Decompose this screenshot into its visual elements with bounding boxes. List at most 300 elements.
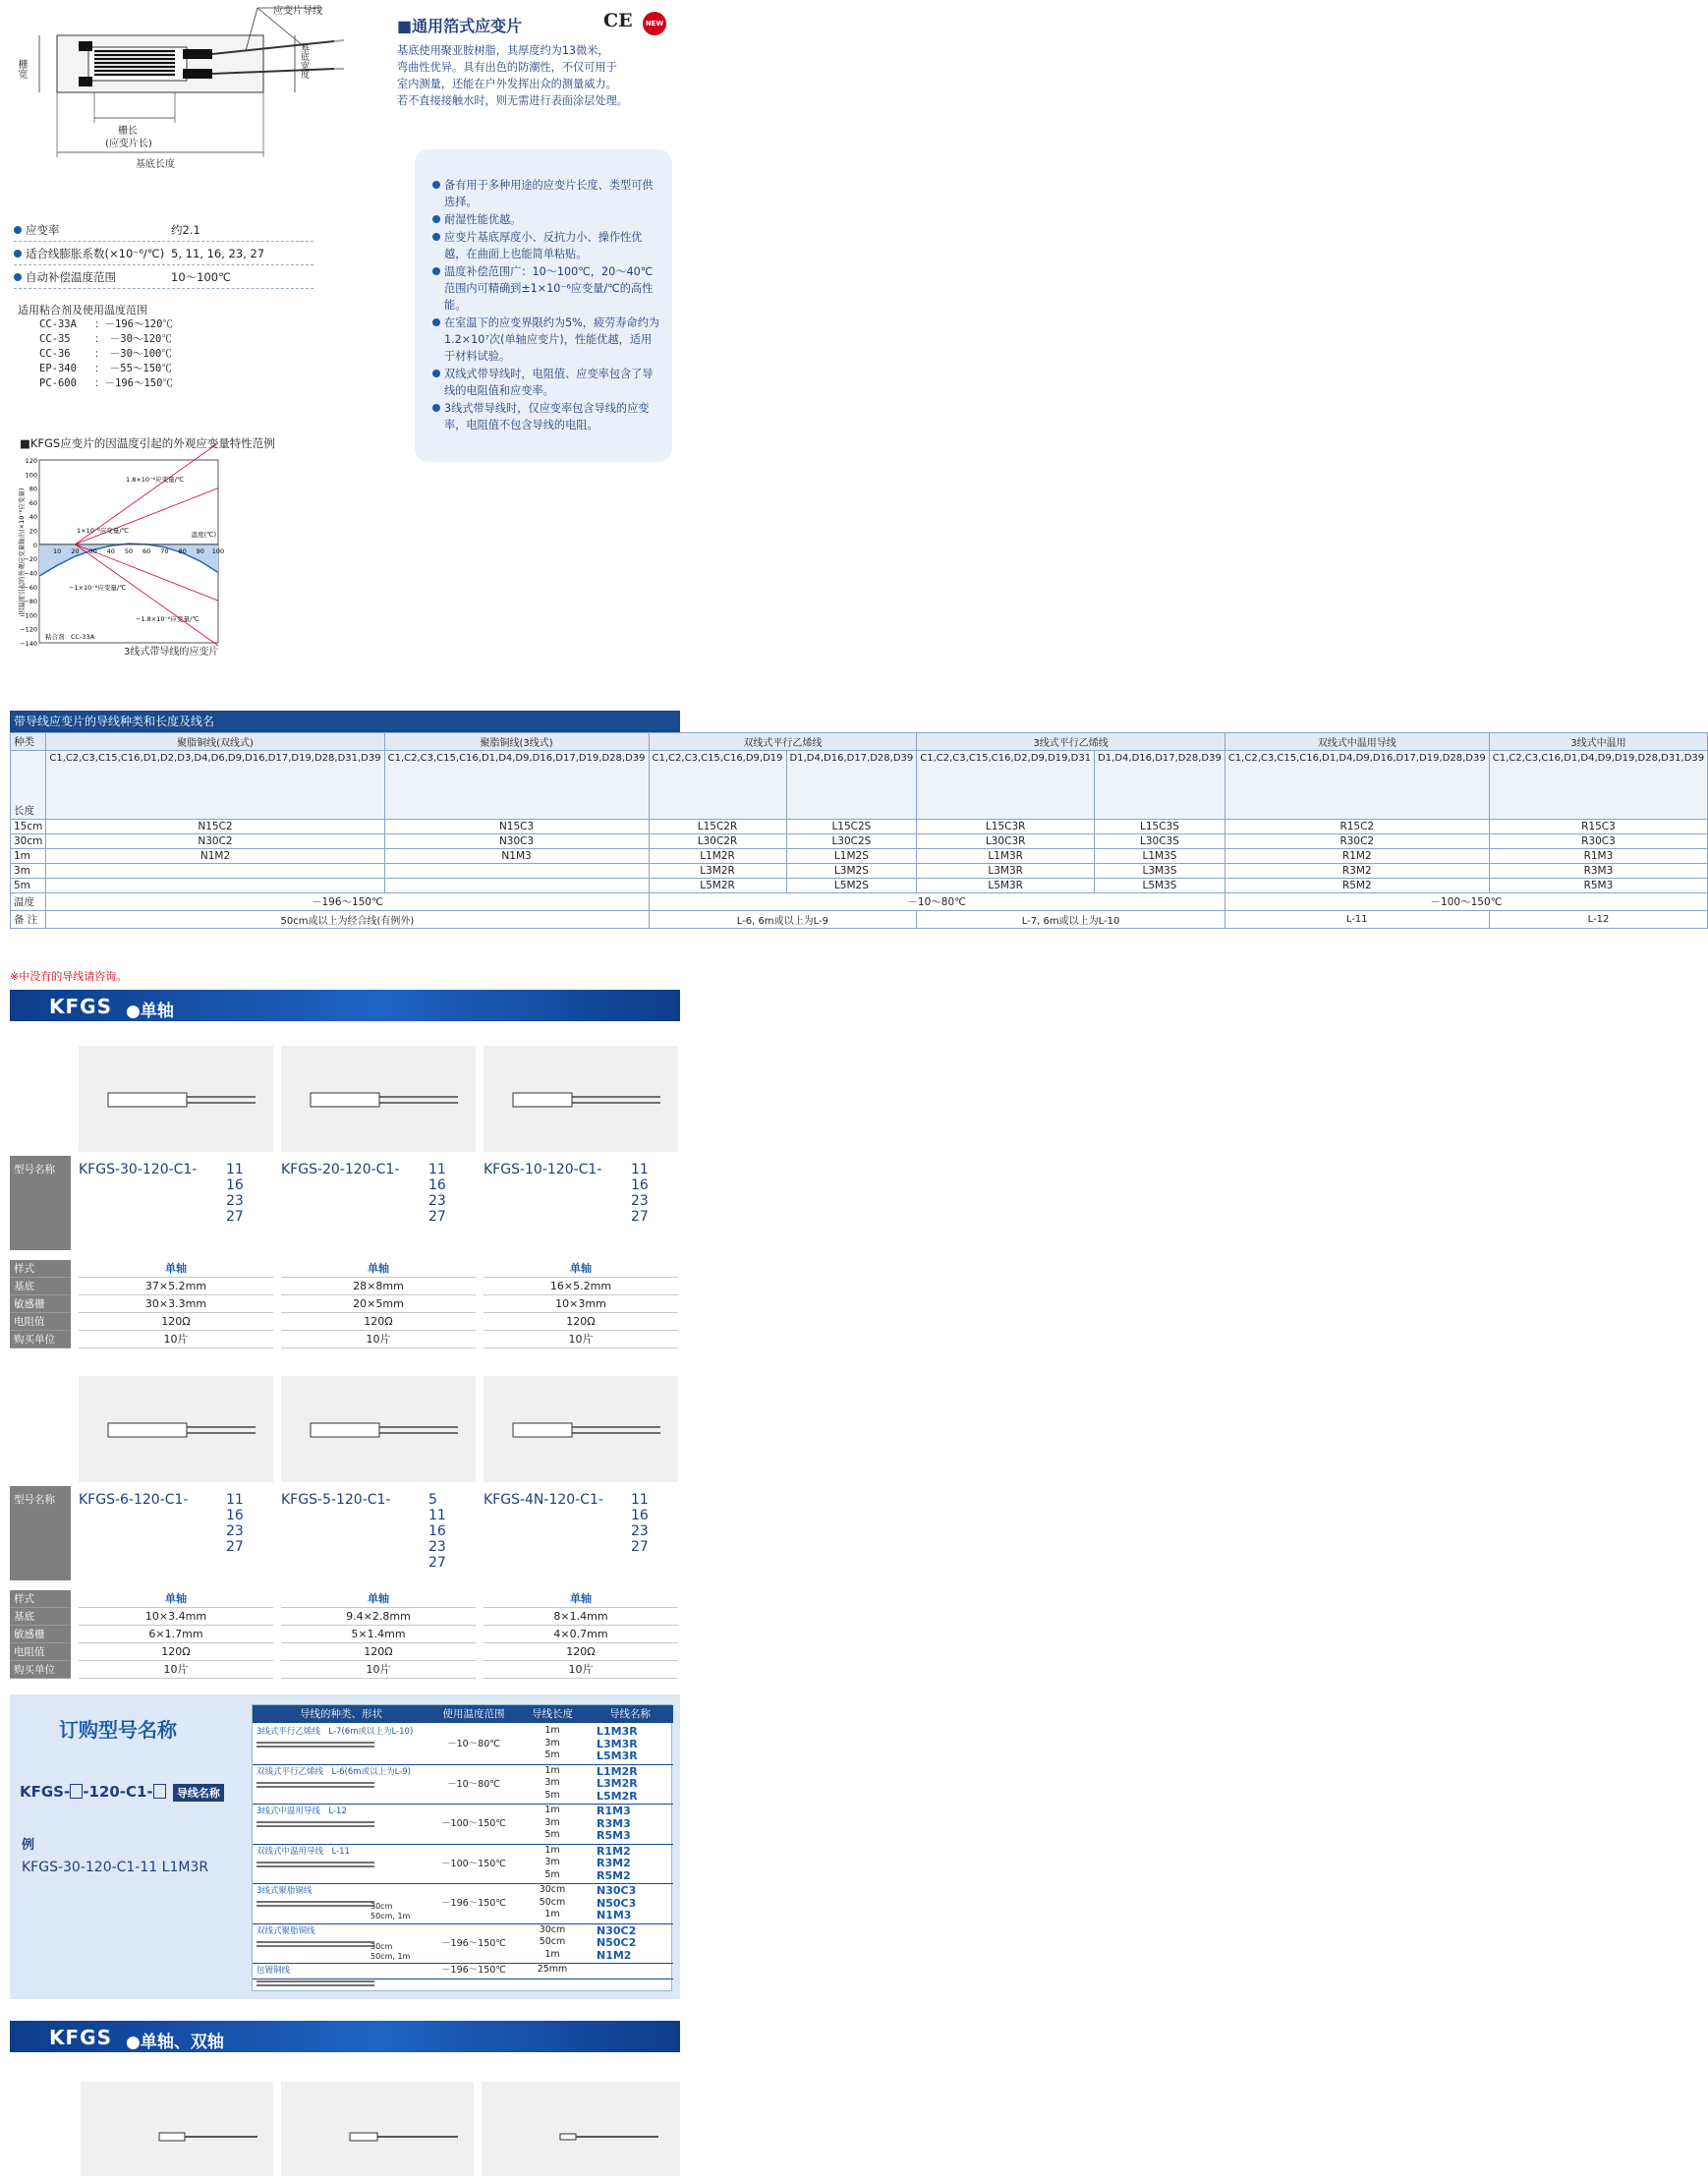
lead-length: 1m bbox=[544, 1764, 560, 1776]
gauge-diagram bbox=[10, 0, 393, 170]
lead-type-name: 3线式平行乙烯线 L-7(6m或以上为L-10) bbox=[256, 1727, 414, 1737]
spec-value: 10～100℃ bbox=[171, 269, 231, 284]
temp-cell: －10～80℃ bbox=[649, 893, 1224, 911]
temp-range: －10～80℃ bbox=[447, 1739, 500, 1749]
lead-length: 5m bbox=[544, 1868, 560, 1880]
expansion-code: 16 bbox=[631, 1508, 649, 1523]
group-header-row bbox=[11, 733, 1708, 751]
table-row bbox=[11, 849, 1708, 864]
feature-item: 应变片基底厚度小、反抗力小、操作性优越，在曲面上也能简单粘贴。 bbox=[432, 229, 660, 262]
lead-code-cell: L3M3S bbox=[1095, 864, 1225, 879]
adhesive-item: PC-600 ：－196～150℃ bbox=[39, 377, 173, 389]
length-cell: 30cm bbox=[11, 834, 46, 849]
y-tick-label: 60 bbox=[28, 498, 37, 507]
lead-code-cell: L1M3R bbox=[917, 849, 1095, 864]
group-header: 聚脂铜线(双线式) bbox=[46, 733, 384, 751]
temp-cell: －196～150℃ bbox=[46, 893, 649, 911]
lead-code: R3M2 bbox=[597, 1857, 631, 1869]
lead-code-cell: R5M3 bbox=[1489, 879, 1707, 893]
chart-annotation: 1.8×10⁻⁶应变量/℃ bbox=[126, 476, 185, 484]
lead-code: L1M2R bbox=[597, 1764, 638, 1778]
lead-code-cell bbox=[384, 879, 649, 893]
lead-code: N30C3 bbox=[597, 1884, 637, 1897]
brand-title: KFGS bbox=[49, 2026, 112, 2049]
lead-code-cell: N15C3 bbox=[384, 820, 649, 834]
y-tick-label: −100 bbox=[20, 611, 37, 620]
lead-type-name: 双线式平行乙烯线 L-6(6m或以上为L-9) bbox=[256, 1766, 411, 1777]
spec-cell: 单轴 bbox=[79, 1590, 273, 1608]
base-length-label: 基底长度 bbox=[136, 159, 175, 170]
row-label: 敏感栅 bbox=[10, 1626, 71, 1643]
lead-length: 3m bbox=[544, 1857, 560, 1867]
bullet-icon bbox=[432, 267, 440, 275]
model-name: KFGS-20-120-C1- bbox=[281, 1162, 400, 1177]
lead-code-cell: R15C3 bbox=[1489, 820, 1707, 834]
product-thumb bbox=[484, 1046, 678, 1152]
lead-code-cell: R30C3 bbox=[1489, 834, 1707, 849]
lead-code-cell: L5M3S bbox=[1095, 879, 1225, 893]
spec-row bbox=[14, 242, 313, 265]
adhesive-list bbox=[39, 317, 173, 391]
chart-note: 粘合剂：CC-33A bbox=[45, 633, 95, 641]
lead-type-name: 双线式中温用导线 L-11 bbox=[256, 1846, 350, 1857]
lead-code-cell: L1M2R bbox=[649, 849, 786, 864]
row-label: 购买单位 bbox=[10, 1661, 71, 1679]
spec-cell: 单轴 bbox=[281, 1260, 476, 1278]
section-label: ●单轴、双轴 bbox=[126, 2033, 224, 2052]
spec-cell: 120Ω bbox=[484, 1313, 678, 1331]
bullet-icon bbox=[432, 318, 440, 326]
spec-cell: 120Ω bbox=[79, 1643, 273, 1661]
temp-range: －196～150℃ bbox=[441, 1937, 506, 1949]
lead-code-cell: R1M3 bbox=[1489, 849, 1707, 864]
feature-item: 备有用于多种用途的应变片长度、类型可供选择。 bbox=[432, 177, 660, 210]
order-col-header: 导线长度 bbox=[518, 1705, 587, 1723]
expansion-code: 27 bbox=[226, 1209, 244, 1225]
lead-length: 1m bbox=[544, 1909, 560, 1920]
group-header: 3线式平行乙烯线 bbox=[917, 733, 1225, 751]
row-label: 电阻值 bbox=[10, 1313, 71, 1331]
lead-code-cell: L5M3R bbox=[917, 879, 1095, 893]
brand-title: KFGS bbox=[49, 995, 112, 1018]
length-cell: 1m bbox=[11, 849, 46, 864]
chart-annotation: 1×10⁻⁶应变量/℃ bbox=[77, 527, 129, 535]
example-label: 例 bbox=[22, 1838, 35, 1853]
table-row bbox=[11, 864, 1708, 879]
placeholder-box bbox=[153, 1784, 166, 1799]
code-header: D1,D4,D16,D17,D28,D39 bbox=[786, 751, 917, 820]
y-tick-label: −40 bbox=[24, 569, 37, 578]
product-thumb bbox=[281, 1046, 476, 1152]
spec-cell: 单轴 bbox=[484, 1590, 678, 1608]
lead-code: L5M3R bbox=[597, 1749, 638, 1762]
product-thumb bbox=[281, 1376, 476, 1482]
code-header: C1,C2,C3,C15,C16,D9,D19 bbox=[649, 751, 786, 820]
grid-length-sub: (应变片长) bbox=[105, 139, 152, 149]
expansion-code: 23 bbox=[631, 1523, 649, 1539]
temp-cell: －100～150℃ bbox=[1224, 893, 1707, 911]
base-width-side-label: 基底宽度 bbox=[299, 43, 309, 79]
x-tick-label: 40 bbox=[106, 546, 115, 555]
lead-length: 3m bbox=[544, 1777, 560, 1788]
section-bar-single-dual-axis bbox=[10, 2021, 680, 2052]
chart-annotation: −1×10⁻⁶应变量/℃ bbox=[69, 584, 127, 592]
lead-length: 30cm bbox=[539, 1884, 566, 1895]
spec-cell: 120Ω bbox=[281, 1643, 476, 1661]
intro-line: 基底使用聚亚胺树脂，其厚度约为13微米， bbox=[397, 44, 609, 57]
note-cell: L-6, 6m或以上为L-9 bbox=[649, 911, 917, 929]
table-row bbox=[11, 879, 1708, 893]
lead-code-cell: L30C2S bbox=[786, 834, 917, 849]
model-name: KFGS-30-120-C1- bbox=[79, 1162, 198, 1177]
lead-code: N30C2 bbox=[597, 1923, 637, 1937]
x-tick-label: 80 bbox=[178, 546, 187, 555]
lead-code: L3M3R bbox=[597, 1737, 638, 1750]
product-thumb bbox=[81, 2082, 273, 2176]
lead-code-cell: N1M3 bbox=[384, 849, 649, 864]
y-tick-label: −140 bbox=[20, 640, 37, 648]
expansion-code: 16 bbox=[428, 1523, 446, 1539]
spec-label: 应变率 bbox=[26, 222, 60, 237]
code-header: C1,C2,C3,C16,D1,D4,D9,D19,D28,D31,D39 bbox=[1489, 751, 1707, 820]
grid-length-label: 栅长 bbox=[118, 126, 138, 137]
base-width-label: 栅宽 bbox=[16, 59, 27, 79]
expansion-code: 23 bbox=[428, 1193, 446, 1209]
row-label: 购买单位 bbox=[10, 1331, 71, 1348]
lead-length: 1m bbox=[544, 1725, 560, 1736]
lead-code: R5M3 bbox=[597, 1829, 631, 1842]
product-thumb bbox=[79, 1376, 273, 1482]
product-thumb bbox=[484, 1376, 678, 1482]
lead-code-cell: L3M2R bbox=[649, 864, 786, 879]
lead-table-title: 带导线应变片的导线种类和长度及线名 bbox=[10, 711, 680, 732]
lead-length: 30cm bbox=[539, 1923, 566, 1935]
order-pattern: KFGS- -120-C1- 导线名称 bbox=[20, 1783, 224, 1802]
lead-code: N1M2 bbox=[597, 1948, 632, 1962]
lead-code-cell: R1M2 bbox=[1224, 849, 1489, 864]
lead-length: 1m bbox=[544, 1948, 560, 1960]
code-header: C1,C2,C3,C15,C16,D1,D2,D3,D4,D6,D9,D16,D17,D19,D28,D31,D39 bbox=[46, 751, 384, 820]
lead-type-name: 包镀铜线 bbox=[256, 1966, 291, 1976]
lead-code-cell: L5M2S bbox=[786, 879, 917, 893]
bullet-icon bbox=[432, 370, 440, 377]
expansion-code: 27 bbox=[226, 1539, 244, 1555]
lead-length: 5m bbox=[544, 1789, 560, 1801]
order-col-header: 导线的种类、形状 bbox=[253, 1705, 429, 1723]
adhesive-item: CC-36 ： －30～100℃ bbox=[39, 348, 172, 360]
lead-footnote: ※中没有的导线请咨询。 bbox=[10, 970, 128, 983]
expansion-code: 11 bbox=[226, 1492, 244, 1508]
expansion-code: 11 bbox=[631, 1162, 649, 1177]
spec-cell: 10片 bbox=[281, 1331, 476, 1348]
lead-length: 25mm bbox=[537, 1964, 568, 1975]
temp-range: －100～150℃ bbox=[441, 1858, 506, 1869]
expansion-code: 5 bbox=[428, 1492, 437, 1508]
lead-code-cell: L30C3S bbox=[1095, 834, 1225, 849]
expansion-code: 27 bbox=[631, 1209, 649, 1225]
product-thumb bbox=[482, 2082, 680, 2176]
gauge-drawing bbox=[10, 0, 393, 167]
lead-code: L5M2R bbox=[597, 1789, 638, 1803]
chart-title: ■KFGS应变片的因温度引起的外观应变量特性范例 bbox=[20, 436, 275, 450]
section-label: ●单轴 bbox=[126, 1002, 174, 1021]
order-col-header: 导线名称 bbox=[587, 1705, 673, 1723]
spec-cell: 10片 bbox=[79, 1661, 273, 1679]
note-row bbox=[11, 911, 1708, 929]
intro-body bbox=[397, 42, 684, 109]
spec-cell: 120Ω bbox=[79, 1313, 273, 1331]
expansion-code: 16 bbox=[226, 1508, 244, 1523]
lead-table bbox=[10, 732, 1708, 929]
table-row bbox=[11, 820, 1708, 834]
temp-range: －100～150℃ bbox=[441, 1818, 506, 1829]
intro-line: 若不直接接触水时，则无需进行表面涂层处理。 bbox=[397, 94, 628, 107]
lead-code-cell: R3M3 bbox=[1489, 864, 1707, 879]
spec-row bbox=[14, 265, 313, 289]
lead-code-cell: L15C2S bbox=[786, 820, 917, 834]
spec-cell: 4×0.7mm bbox=[484, 1626, 678, 1643]
lead-code: R1M3 bbox=[597, 1805, 631, 1817]
bullet-icon bbox=[432, 181, 440, 189]
expansion-code: 23 bbox=[226, 1523, 244, 1539]
model-name: KFGS-6-120-C1- bbox=[79, 1492, 189, 1508]
spec-cell: 10片 bbox=[79, 1331, 273, 1348]
intro-section bbox=[397, 14, 684, 109]
lead-code-cell: N30C3 bbox=[384, 834, 649, 849]
code-header: D1,D4,D16,D17,D28,D39 bbox=[1095, 751, 1225, 820]
bullet-icon bbox=[14, 273, 22, 281]
lead-code: N1M3 bbox=[597, 1909, 632, 1921]
lead-code: R3M3 bbox=[597, 1816, 631, 1830]
row-label: 电阻值 bbox=[10, 1643, 71, 1661]
lead-code-cell: L1M3S bbox=[1095, 849, 1225, 864]
lead-label: 应变片导线 bbox=[273, 6, 322, 17]
intro-line: 室内测量，还能在户外发挥出众的测量威力。 bbox=[397, 78, 617, 90]
expansion-code: 11 bbox=[631, 1492, 649, 1508]
x-tick-label: 90 bbox=[196, 546, 204, 555]
spec-cell: 10片 bbox=[281, 1661, 476, 1679]
lead-length: 3m bbox=[544, 1737, 560, 1749]
x-tick-label: 10 bbox=[53, 546, 62, 555]
bullet-icon bbox=[14, 226, 22, 234]
code-header-row bbox=[11, 751, 1708, 820]
lead-code-cell: L3M3R bbox=[917, 864, 1095, 879]
lead-length: 1m bbox=[544, 1844, 560, 1856]
intro-line: 弯曲性优异。具有出色的防潮性，不仅可用于 bbox=[397, 61, 617, 74]
adhesive-title: 适用粘合剂及使用温度范围 bbox=[18, 304, 147, 316]
spec-cell: 9.4×2.8mm bbox=[281, 1608, 476, 1626]
x-tick-label: 100 bbox=[211, 546, 225, 555]
y-tick-label: 120 bbox=[25, 457, 37, 465]
y-tick-label: −60 bbox=[24, 583, 37, 592]
temp-range: －196～150℃ bbox=[441, 1898, 506, 1909]
expansion-code: 11 bbox=[226, 1162, 244, 1177]
features-box bbox=[415, 149, 672, 462]
temp-label: 温度 bbox=[11, 893, 46, 911]
lead-code-cell: L5M2R bbox=[649, 879, 786, 893]
lead-code-cell: L15C2R bbox=[649, 820, 786, 834]
expansion-code: 16 bbox=[428, 1177, 446, 1193]
spec-cell: 30×3.3mm bbox=[79, 1295, 273, 1313]
chart-caption: 3线式带导线的应变片 bbox=[124, 647, 219, 658]
code-header: C1,C2,C3,C15,C16,D1,D4,D9,D16,D17,D19,D28,D39 bbox=[1224, 751, 1489, 820]
expansion-code: 11 bbox=[428, 1508, 446, 1523]
spec-cell: 5×1.4mm bbox=[281, 1626, 476, 1643]
model-name: KFGS-4N-120-C1- bbox=[484, 1492, 603, 1508]
spec-cell: 10×3.4mm bbox=[79, 1608, 273, 1626]
spec-cell: 120Ω bbox=[484, 1643, 678, 1661]
y-tick-label: 80 bbox=[28, 485, 37, 493]
note-cell: L-7, 6m或以上为L-10 bbox=[917, 911, 1225, 929]
corner-cell: 种类 bbox=[11, 733, 46, 751]
length-cell: 5m bbox=[11, 879, 46, 893]
length-cell: 15cm bbox=[11, 820, 46, 834]
lead-sub-length: 30cm bbox=[370, 1941, 393, 1951]
row-label-model: 型号名称 bbox=[14, 1494, 55, 1506]
spec-list bbox=[14, 218, 313, 289]
y-tick-label: −120 bbox=[20, 625, 37, 634]
length-corner: 长度 bbox=[11, 751, 46, 820]
y-tick-label: 40 bbox=[28, 513, 37, 522]
spec-cell: 单轴 bbox=[484, 1260, 678, 1278]
y-axis-label: 因温度引起的外观应变量输出(×10⁻⁶应变量) bbox=[18, 487, 26, 615]
new-badge: NEW bbox=[643, 12, 666, 35]
row-label: 样式 bbox=[10, 1590, 71, 1608]
note-label: 备 注 bbox=[11, 911, 46, 929]
y-tick-label: −80 bbox=[24, 598, 37, 606]
bullet-icon bbox=[432, 215, 440, 223]
spec-cell: 6×1.7mm bbox=[79, 1626, 273, 1643]
lead-code: N50C2 bbox=[597, 1936, 637, 1949]
lead-code: R5M2 bbox=[597, 1868, 631, 1882]
note-cell: L-12 bbox=[1489, 911, 1707, 929]
lead-code-cell: L15C3S bbox=[1095, 820, 1225, 834]
placeholder-box bbox=[70, 1784, 83, 1799]
product-thumb bbox=[79, 1046, 273, 1152]
length-cell: 3m bbox=[11, 864, 46, 879]
x-tick-label: 20 bbox=[71, 546, 80, 555]
spec-value: 约2.1 bbox=[171, 222, 200, 237]
note-cell: L-11 bbox=[1224, 911, 1489, 929]
lead-type-name: 3线式中温用导线 L-12 bbox=[256, 1806, 347, 1816]
lead-length: 1m bbox=[544, 1805, 560, 1815]
chart-svg bbox=[18, 452, 313, 668]
lead-code-cell: L1M2S bbox=[786, 849, 917, 864]
feature-item: 温度补偿范围广：10～100℃，20～40℃范围内可精确到±1×10⁻⁶应变量/℃的高性能。 bbox=[432, 263, 660, 314]
row-divider bbox=[253, 1978, 673, 1979]
code-header: C1,C2,C3,C15,C16,D1,D4,D9,D16,D17,D19,D28,D39 bbox=[384, 751, 649, 820]
temp-range: －10～80℃ bbox=[447, 1778, 500, 1790]
x-tick-label: 70 bbox=[160, 546, 169, 555]
feature-item: 3线式带导线时，仅应变率包含导线的应变率，电阻值不包含导线的电阻。 bbox=[432, 400, 660, 433]
lead-code-cell: R3M2 bbox=[1224, 864, 1489, 879]
lead-code-cell: N1M2 bbox=[46, 849, 384, 864]
spec-row bbox=[14, 218, 313, 242]
x-axis-label: 温度(℃) bbox=[191, 530, 216, 539]
spec-cell: 120Ω bbox=[281, 1313, 476, 1331]
lead-code: N50C3 bbox=[597, 1896, 637, 1910]
expansion-code: 27 bbox=[428, 1209, 446, 1225]
x-tick-label: 30 bbox=[88, 546, 97, 555]
lead-code-cell: R15C2 bbox=[1224, 820, 1489, 834]
lead-length: 5m bbox=[544, 1749, 560, 1760]
order-table bbox=[252, 1704, 672, 1991]
group-header: 聚脂铜线(3线式) bbox=[384, 733, 649, 751]
y-tick-label: 20 bbox=[28, 527, 37, 536]
product-group-b bbox=[10, 1376, 680, 1676]
lead-code-cell: R5M2 bbox=[1224, 879, 1489, 893]
chart-annotation: −1.8×10⁻⁶应变量/℃ bbox=[136, 615, 199, 623]
section-bar-single-axis bbox=[10, 990, 680, 1021]
temperature-chart bbox=[18, 452, 313, 668]
spec-cell: 单轴 bbox=[281, 1590, 476, 1608]
expansion-code: 16 bbox=[226, 1177, 244, 1193]
lead-code-cell: L30C2R bbox=[649, 834, 786, 849]
order-title: 订购型号名称 bbox=[59, 1718, 177, 1742]
lead-code: R1M2 bbox=[597, 1844, 631, 1858]
lead-code-cell: L3M2S bbox=[786, 864, 917, 879]
ce-mark: CE bbox=[603, 10, 633, 31]
spec-cell: 28×8mm bbox=[281, 1278, 476, 1295]
feature-item: 耐湿性能优越。 bbox=[432, 211, 660, 228]
product-thumb bbox=[281, 2082, 474, 2176]
lead-code-cell: N15C2 bbox=[46, 820, 384, 834]
spec-cell: 10片 bbox=[484, 1331, 678, 1348]
expansion-code: 23 bbox=[226, 1193, 244, 1209]
lead-code: L1M3R bbox=[597, 1725, 638, 1738]
lead-tag: 导线名称 bbox=[173, 1784, 224, 1802]
table-row bbox=[11, 834, 1708, 849]
adhesive-section bbox=[18, 303, 173, 391]
y-tick-label: −20 bbox=[24, 555, 37, 564]
lead-code-cell: N30C2 bbox=[46, 834, 384, 849]
lead-code-cell: R30C2 bbox=[1224, 834, 1489, 849]
lead-sub-length: 50cm, 1m bbox=[370, 1951, 411, 1961]
expansion-code: 27 bbox=[428, 1555, 446, 1571]
adhesive-item: EP-340 ： －55～150℃ bbox=[39, 363, 172, 374]
adhesive-item: CC-35 ： －30～120℃ bbox=[39, 333, 172, 345]
spec-cell: 16×5.2mm bbox=[484, 1278, 678, 1295]
feature-item: 在室温下的应变界限约为5%，疲劳寿命约为1.2×10⁷次(单轴应变片)，性能优越，适用于材料试验。 bbox=[432, 315, 660, 365]
model-name: KFGS-10-120-C1- bbox=[484, 1162, 602, 1177]
spec-cell: 10×3mm bbox=[484, 1295, 678, 1313]
expansion-code: 11 bbox=[428, 1162, 446, 1177]
code-header: C1,C2,C3,C15,C16,D2,D9,D19,D31 bbox=[917, 751, 1095, 820]
group-header: 3线式中温用 bbox=[1489, 733, 1707, 751]
example-code: KFGS-30-120-C1-11 L1M3R bbox=[22, 1860, 209, 1875]
model-name: KFGS-5-120-C1- bbox=[281, 1492, 391, 1508]
lead-code-cell: L15C3R bbox=[917, 820, 1095, 834]
y-tick-label: 0 bbox=[32, 541, 37, 549]
spec-cell: 20×5mm bbox=[281, 1295, 476, 1313]
lead-length: 3m bbox=[544, 1816, 560, 1828]
row-label-model: 型号名称 bbox=[14, 1164, 55, 1176]
order-col-header: 使用温度范围 bbox=[429, 1705, 518, 1723]
row-label: 基底 bbox=[10, 1608, 71, 1626]
spec-cell: 37×5.2mm bbox=[79, 1278, 273, 1295]
lead-code-cell: L30C3R bbox=[917, 834, 1095, 849]
feature-item: 双线式带导线时，电阻值、应变率包含了导线的电阻值和应变率。 bbox=[432, 366, 660, 399]
x-tick-label: 60 bbox=[142, 546, 151, 555]
lead-code: L3M2R bbox=[597, 1777, 638, 1790]
row-label: 敏感栅 bbox=[10, 1295, 71, 1313]
temp-range: －196～150℃ bbox=[441, 1965, 506, 1976]
spec-cell: 10片 bbox=[484, 1661, 678, 1679]
lead-length: 50cm bbox=[539, 1936, 566, 1947]
lead-type-name: 双线式聚脂铜线 bbox=[256, 1925, 315, 1936]
intro-title: ■通用箔式应变片 bbox=[397, 17, 523, 35]
group-header: 双线式平行乙烯线 bbox=[649, 733, 917, 751]
